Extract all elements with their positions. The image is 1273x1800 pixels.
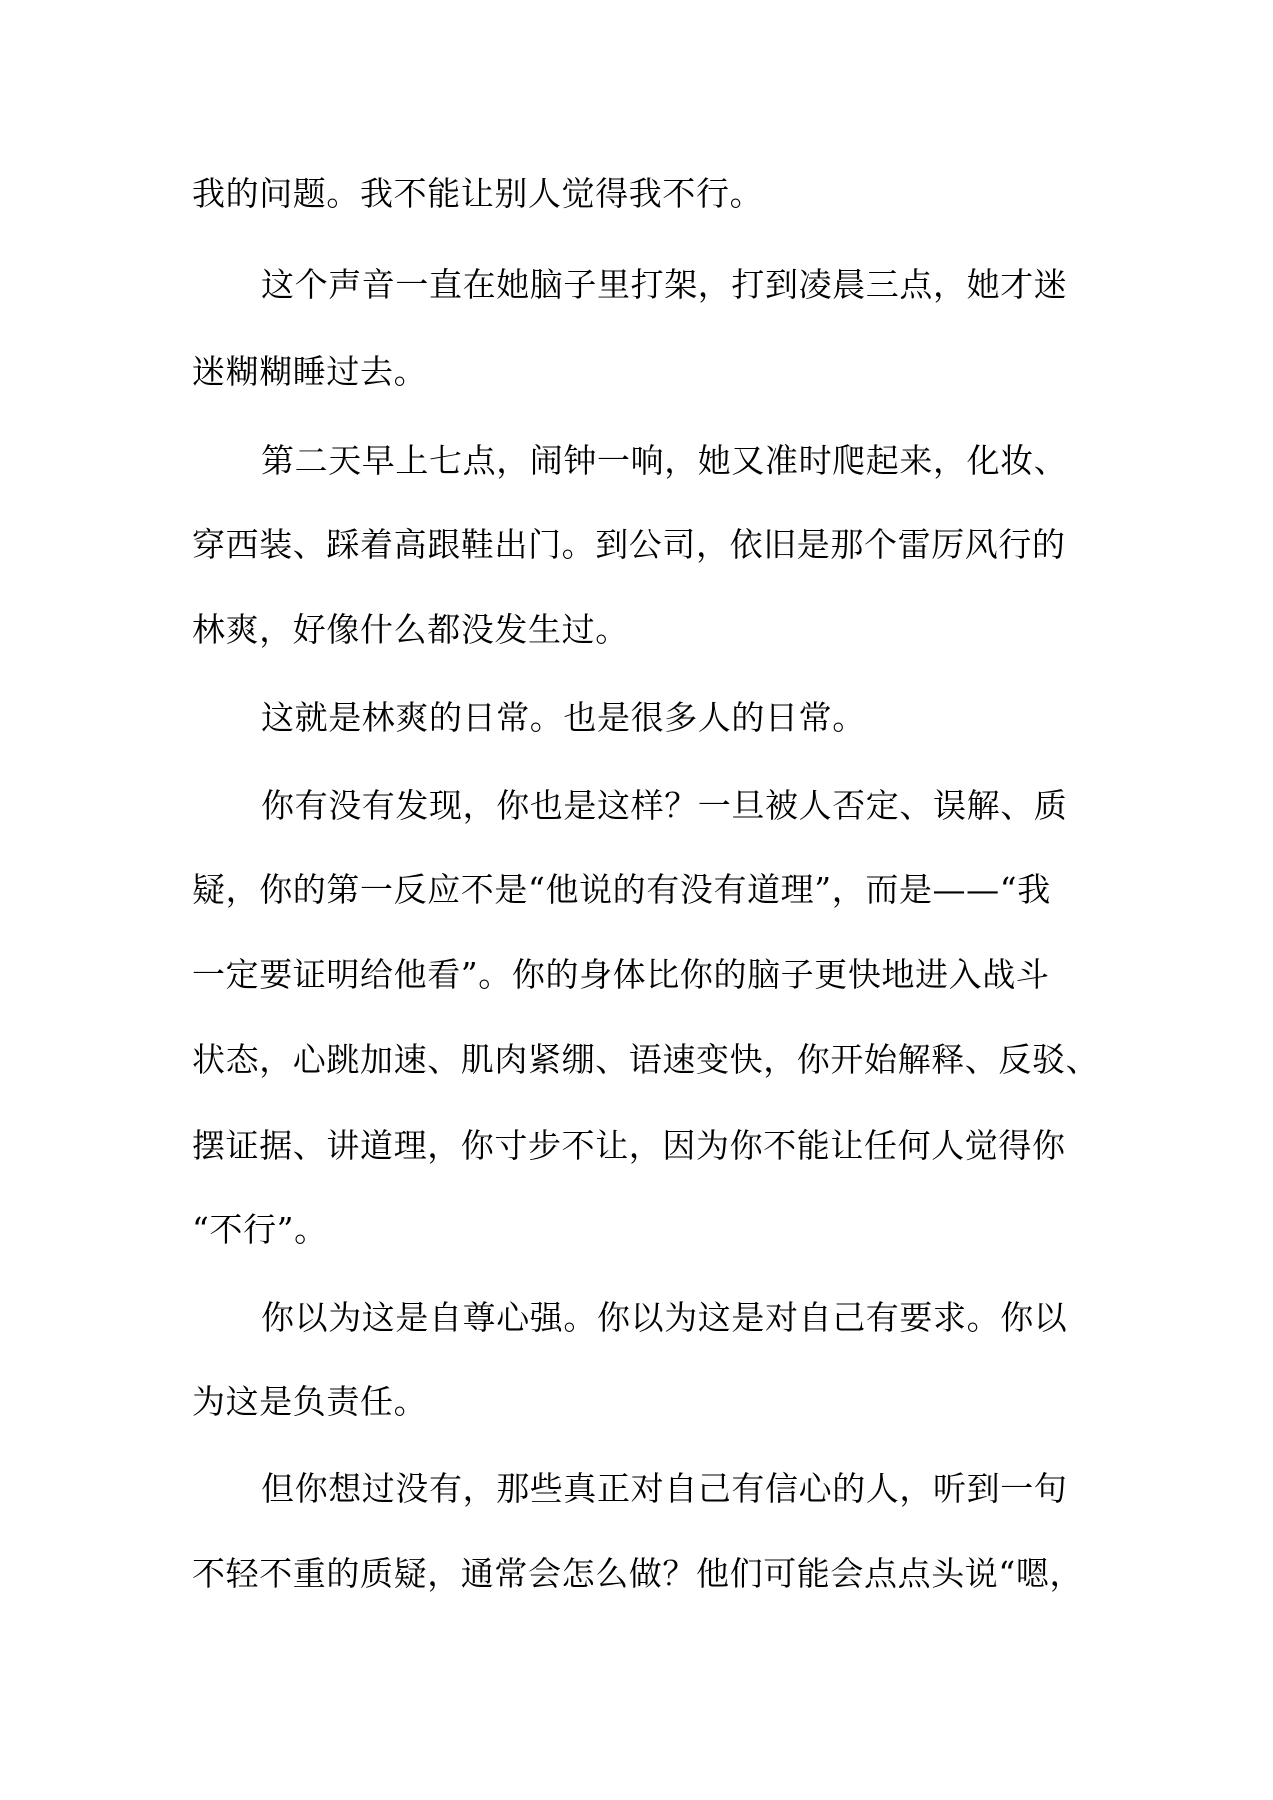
text-line-8: 你有没有发现，你也是这样？一旦被人否定、误解、质 — [261, 786, 1068, 825]
text-line-5: 穿西装、踩着高跟鞋出门。到公司，依旧是那个雷厉风行的 — [192, 525, 1066, 564]
text-line-2: 这个声音一直在她脑子里打架，打到凌晨三点，她才迷 — [261, 265, 1068, 304]
text-line-11: 状态，心跳加速、肌肉紧绷、语速变快，你开始解释、反驳、 — [192, 1040, 1100, 1079]
text-line-10: 一定要证明给他看”。你的身体比你的脑子更快地进入战斗 — [192, 955, 1050, 994]
text-line-12: 摆证据、讲道理，你寸步不让，因为你不能让任何人觉得你 — [192, 1126, 1066, 1165]
text-line-13: “不行”。 — [192, 1210, 328, 1249]
text-line-7: 这就是林爽的日常。也是很多人的日常。 — [261, 698, 866, 737]
text-line-16: 但你想过没有，那些真正对自己有信心的人，听到一句 — [261, 1469, 1068, 1508]
text-line-9: 疑，你的第一反应不是“他说的有没有道理”，而是——“我 — [192, 870, 1051, 909]
text-line-4: 第二天早上七点，闹钟一响，她又准时爬起来，化妆、 — [261, 441, 1068, 480]
text-line-17: 不轻不重的质疑，通常会怎么做？他们可能会点点头说“嗯， — [192, 1554, 1084, 1593]
text-line-3: 迷糊糊睡过去。 — [192, 352, 428, 391]
text-line-6: 林爽，好像什么都没发生过。 — [192, 610, 629, 649]
text-line-15: 为这是负责任。 — [192, 1382, 428, 1421]
text-line-1: 我的问题。我不能让别人觉得我不行。 — [192, 174, 764, 213]
text-line-14: 你以为这是自尊心强。你以为这是对自己有要求。你以 — [261, 1298, 1068, 1337]
